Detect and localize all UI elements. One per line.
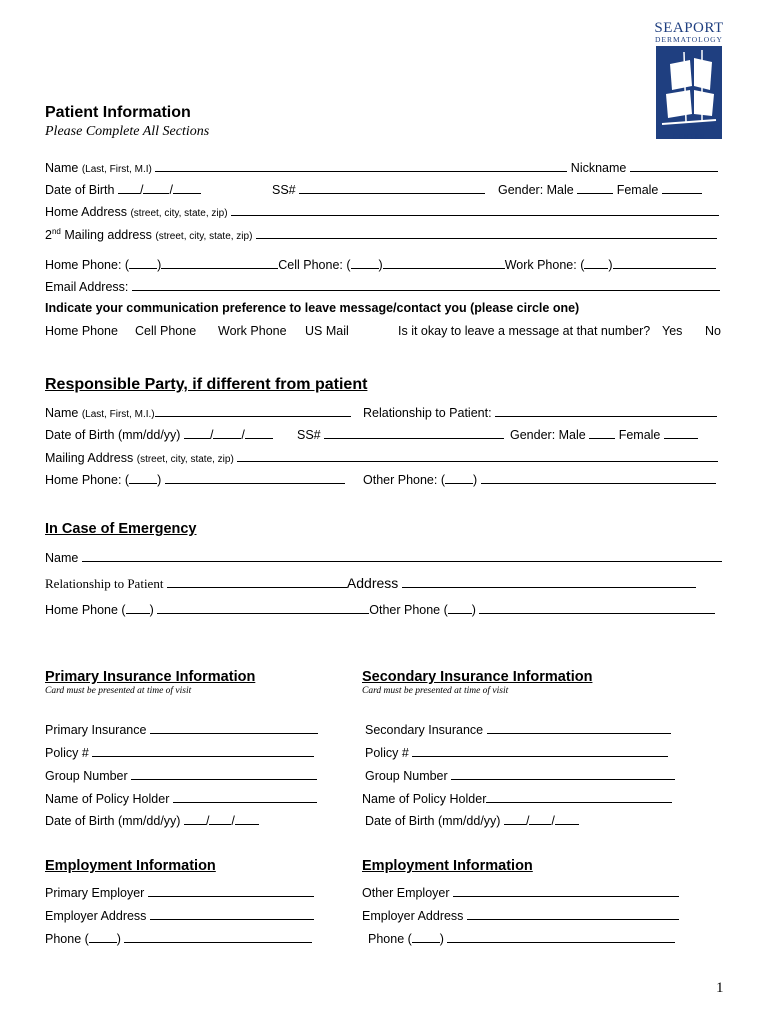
- patient-section-subtitle: Please Complete All Sections: [45, 124, 210, 139]
- email-field[interactable]: [132, 278, 720, 291]
- responsible-dob-row: Date of Birth (mm/dd/yy) / /: [45, 426, 273, 443]
- other-employer-field[interactable]: [453, 884, 679, 897]
- patient-section-title: Patient Information: [45, 104, 191, 121]
- responsible-dob-month-field[interactable]: [184, 426, 210, 439]
- secondary-dob-row: Date of Birth (mm/dd/yy) / /: [365, 812, 579, 829]
- secondary-insurance-note: Card must be presented at time of visit: [362, 686, 509, 696]
- responsible-mailing-row: Mailing Address (street, city, state, zip): [45, 449, 718, 468]
- secondary-dob-month-field[interactable]: [504, 812, 526, 825]
- responsible-mailing-field[interactable]: [237, 449, 718, 462]
- secondary-policy-row: Policy #: [365, 744, 668, 761]
- opt-us-mail[interactable]: US Mail: [305, 324, 349, 338]
- other-employer-row: Other Employer: [362, 884, 679, 901]
- employment-left-title: Employment Information: [45, 858, 216, 874]
- emergency-address-field[interactable]: [402, 575, 696, 588]
- secondary-insurance-field[interactable]: [487, 721, 671, 734]
- emergency-relationship-row: Relationship to Patient Address: [45, 575, 696, 592]
- cell-phone-area-field[interactable]: [351, 256, 379, 269]
- responsible-male-field[interactable]: [589, 426, 615, 439]
- emergency-section-title: In Case of Emergency: [45, 521, 197, 537]
- opt-home-phone[interactable]: Home Phone: [45, 324, 118, 338]
- opt-cell-phone[interactable]: Cell Phone: [135, 324, 197, 338]
- home-phone-area-field[interactable]: [129, 256, 157, 269]
- secondary-dob-year-field[interactable]: [555, 812, 579, 825]
- other-employer-address-field[interactable]: [467, 907, 679, 920]
- dob-month-field[interactable]: [118, 181, 140, 194]
- email-row: Email Address:: [45, 278, 720, 295]
- opt-work-phone[interactable]: Work Phone: [218, 324, 287, 338]
- patient-ssn-row: SS#: [272, 181, 485, 198]
- responsible-other-phone-field[interactable]: [481, 471, 716, 484]
- comm-pref-heading: Indicate your communication preference to leave message/contact you (please circle one): [45, 301, 580, 315]
- primary-insurance-row: Primary Insurance: [45, 721, 318, 738]
- primary-employer-area-field[interactable]: [89, 930, 117, 943]
- ssn-field[interactable]: [299, 181, 485, 194]
- work-phone-field[interactable]: [613, 256, 716, 269]
- logo-line-1: SEAPORT: [654, 20, 724, 36]
- primary-policy-field[interactable]: [92, 744, 314, 757]
- mailing-address-row: 2nd Mailing address (street, city, state, zip): [45, 226, 717, 245]
- emergency-phone-row: Home Phone ( ) Other Phone ( ): [45, 601, 715, 618]
- patient-gender-row: Gender: Male Female: [498, 181, 702, 198]
- employment-right-title: Employment Information: [362, 858, 533, 874]
- responsible-relationship-row: Relationship to Patient:: [363, 404, 717, 421]
- responsible-ssn-field[interactable]: [324, 426, 504, 439]
- primary-employer-address-field[interactable]: [150, 907, 314, 920]
- home-address-field[interactable]: [231, 203, 719, 216]
- secondary-group-row: Group Number: [365, 767, 675, 784]
- dob-day-field[interactable]: [143, 181, 169, 194]
- emergency-home-phone-field[interactable]: [157, 601, 369, 614]
- other-employer-area-field[interactable]: [412, 930, 440, 943]
- primary-employer-row: Primary Employer: [45, 884, 314, 901]
- responsible-name-field[interactable]: [155, 404, 351, 417]
- primary-dob-month-field[interactable]: [184, 812, 206, 825]
- emergency-home-area-field[interactable]: [126, 601, 150, 614]
- primary-insurance-field[interactable]: [150, 721, 318, 734]
- mailing-address-field[interactable]: [256, 226, 717, 239]
- primary-employer-phone-field[interactable]: [124, 930, 312, 943]
- primary-dob-row: Date of Birth (mm/dd/yy) / /: [45, 812, 259, 829]
- secondary-policy-field[interactable]: [412, 744, 668, 757]
- seaport-logo: [648, 20, 730, 142]
- emergency-name-row: Name: [45, 549, 722, 566]
- home-phone-field[interactable]: [161, 256, 278, 269]
- responsible-dob-day-field[interactable]: [213, 426, 241, 439]
- secondary-dob-day-field[interactable]: [529, 812, 551, 825]
- emergency-other-area-field[interactable]: [448, 601, 472, 614]
- primary-group-field[interactable]: [131, 767, 317, 780]
- secondary-group-field[interactable]: [451, 767, 675, 780]
- page-number: 1: [716, 980, 724, 996]
- work-phone-area-field[interactable]: [584, 256, 608, 269]
- nickname-field[interactable]: [630, 159, 718, 172]
- responsible-female-field[interactable]: [664, 426, 698, 439]
- home-address-row: Home Address (street, city, state, zip): [45, 203, 719, 222]
- patient-dob-row: Date of Birth / /: [45, 181, 201, 198]
- secondary-holder-field[interactable]: [486, 790, 672, 803]
- responsible-home-phone-row: Home Phone: ( ): [45, 471, 345, 488]
- logo-line-3: MOHS SURGERY CENTER: [656, 123, 722, 141]
- gender-female-field[interactable]: [662, 181, 702, 194]
- responsible-dob-year-field[interactable]: [245, 426, 273, 439]
- other-employer-address-row: Employer Address: [362, 907, 679, 924]
- primary-employer-address-row: Employer Address: [45, 907, 314, 924]
- primary-group-row: Group Number: [45, 767, 317, 784]
- dob-year-field[interactable]: [173, 181, 201, 194]
- logo-line-2: DERMATOLOGY: [655, 35, 723, 44]
- secondary-insurance-row: Secondary Insurance: [365, 721, 671, 738]
- primary-insurance-note: Card must be presented at time of visit: [45, 686, 192, 696]
- responsible-gender-row: Gender: Male Female: [510, 426, 698, 443]
- primary-holder-row: Name of Policy Holder: [45, 790, 317, 807]
- primary-dob-year-field[interactable]: [235, 812, 259, 825]
- secondary-insurance-title: Secondary Insurance Information: [362, 669, 593, 685]
- responsible-other-phone-row: Other Phone: ( ): [363, 471, 716, 488]
- other-employer-phone-field[interactable]: [447, 930, 675, 943]
- secondary-holder-row: Name of Policy Holder: [362, 790, 672, 807]
- responsible-relationship-field[interactable]: [495, 404, 717, 417]
- responsible-home-area-field[interactable]: [129, 471, 157, 484]
- responsible-ssn-row: SS#: [297, 426, 504, 443]
- emergency-relationship-field[interactable]: [167, 575, 347, 588]
- primary-holder-field[interactable]: [173, 790, 317, 803]
- primary-employer-phone-row: Phone ( ): [45, 930, 312, 947]
- other-employer-phone-row: Phone ( ): [368, 930, 675, 947]
- responsible-other-area-field[interactable]: [445, 471, 473, 484]
- patient-name-field[interactable]: [155, 159, 567, 172]
- gender-male-field[interactable]: [577, 181, 613, 194]
- emergency-other-phone-field[interactable]: [479, 601, 715, 614]
- patient-phones-row: Home Phone: ( ) Cell Phone: ( ) Work Phone: ( ): [45, 256, 716, 273]
- primary-insurance-title: Primary Insurance Information: [45, 669, 256, 685]
- leave-message-yes[interactable]: Yes: [662, 324, 683, 338]
- responsible-section-title: Responsible Party, if different from patient: [45, 376, 368, 393]
- cell-phone-field[interactable]: [383, 256, 505, 269]
- leave-message-question: Is it okay to leave a message at that number?: [398, 324, 651, 338]
- leave-message-no[interactable]: No: [705, 324, 721, 338]
- responsible-home-phone-field[interactable]: [165, 471, 345, 484]
- emergency-name-field[interactable]: [82, 549, 722, 562]
- primary-policy-row: Policy #: [45, 744, 314, 761]
- patient-name-row: Name (Last, First, M.I) Nickname: [45, 159, 718, 178]
- responsible-name-row: Name (Last, First, M.I.): [45, 404, 351, 423]
- primary-dob-day-field[interactable]: [209, 812, 231, 825]
- primary-employer-field[interactable]: [148, 884, 314, 897]
